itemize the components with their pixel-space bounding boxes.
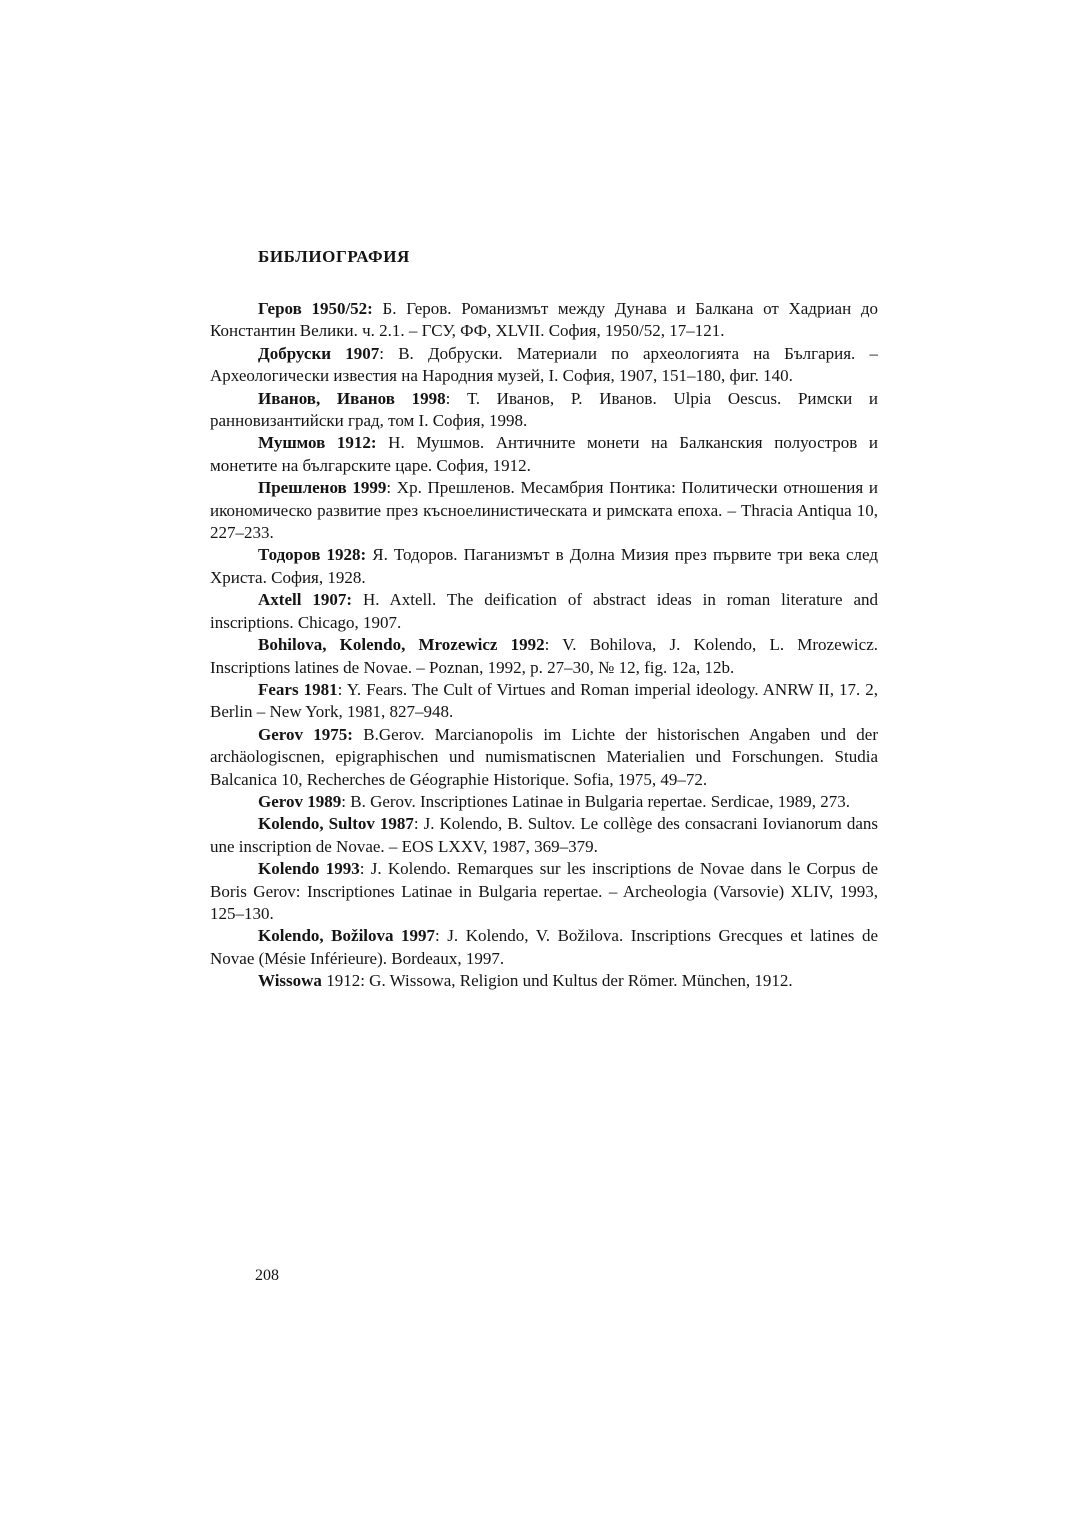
entry-text: B.Gerov. Marcianopolis im Lichte der historischen Angaben und der archäologiscnen, epigraphischen und numismatiscnen Materialien und Forschungen. Studia Balcanica 10, Recherches de Géographie Historique. Sofia, 1975, 49–72. — [210, 724, 879, 789]
bibliography-entry — [210, 679, 878, 724]
entry-text: 1912: G. Wissowa, Religion und Kultus der Römer. München, 1912. — [321, 971, 793, 991]
bibliography-entry — [210, 388, 878, 433]
bibliography-entry — [210, 432, 878, 477]
bibliography-section — [210, 246, 878, 993]
bibliography-entry — [210, 343, 878, 388]
entry-text: Н. Мушмов. Античните монети на Балканския полуостров и монетите на българските царе. София, 1912. — [210, 433, 878, 475]
entry-label: Мушмов 1912: — [258, 433, 377, 453]
entry-label: Прешленов 1999 — [258, 478, 387, 498]
entry-label: Геров 1950/52: — [258, 299, 373, 318]
entry-text: : V. Bohilova, J. Kolendo, L. Mrozewicz. Inscriptions latines de Novae. – Poznan, 1992, p. 27–30, № 12, fig. 12a, 12b. — [210, 635, 878, 677]
bibliography-entry — [210, 858, 878, 925]
bibliography-entry — [210, 970, 878, 992]
entry-label: Добруски 1907 — [258, 343, 380, 363]
bibliography-entry — [210, 724, 878, 791]
entry-text: : J. Kolendo, V. Božilova. Inscriptions Grecques et latines de Novae (Mésie Inférieure). Bordeaux, 1997. — [210, 926, 879, 968]
entry-label: Kolendo, Sultov 1987 — [258, 814, 414, 834]
bibliography-entry — [210, 791, 878, 813]
page-number: 208 — [255, 1267, 279, 1284]
entry-label: Axtell 1907: — [258, 590, 353, 610]
entry-label: Fears 1981 — [258, 679, 338, 699]
entry-label: Тодоров 1928: — [258, 545, 367, 565]
entry-text: : J. Kolendo. Remarques sur les inscriptions de Novae dans le Corpus de Boris Gerov: Inscriptiones Latinae in Bulgaria repertae. – Archeologia (Varsovie) XLIV, 1993, 125–130. — [210, 859, 879, 923]
entry-text: : Y. Fears. The Cult of Virtues and Roman imperial ideology. ANRW II, 17. 2, Berlin – New York, 1981, 827–948. — [210, 679, 878, 722]
bibliography-entry — [210, 477, 878, 544]
entry-text: Я. Тодоров. Паганизмът в Долна Мизия през първите три века след Христа. София, 1928. — [210, 545, 878, 587]
bibliography-entry — [210, 298, 878, 343]
entry-text: Б. Геров. Романизмът между Дунава и Балкана от Хадриан до Константин Велики. ч. 2.1. – ГСУ, ФФ, XLVII. София, 1950/52, 17–121. — [210, 299, 878, 341]
entry-text: : Т. Иванов, Р. Иванов. Ulpia Oescus. Римски и ранновизантийски град, том I. София, 1998. — [210, 388, 878, 431]
entry-label: Kolendo 1993 — [258, 859, 360, 879]
entry-text: : Хр. Прешленов. Месамбрия Понтика: Политически отношения и икономическо развитие през късноелинистическата и римската епоха. – Thracia Antiqua 10, 227–233. — [210, 478, 878, 543]
entry-text: H. Axtell. The deification of abstract ideas in roman literature and inscriptions. Chicago, 1907. — [210, 590, 878, 632]
entry-label: Иванов, Иванов 1998 — [258, 388, 446, 408]
bibliography-entry — [210, 589, 878, 634]
bibliography-title: БИБЛИОГРАФИЯ — [258, 247, 410, 266]
bibliography-entry — [210, 813, 878, 858]
entry-text: : В. Добруски. Материали по археологията на България. – Археологически известия на Народния музей, I. София, 1907, 151–180, фиг. 140. — [210, 343, 879, 386]
bibliography-entry — [210, 634, 878, 679]
entry-label: Gerov 1975: — [258, 724, 353, 744]
bibliography-entry — [210, 925, 878, 970]
bibliography-entry — [210, 544, 878, 589]
entry-label: Bohilova, Kolendo, Mrozewicz 1992 — [258, 635, 545, 655]
entry-label: Wissowa — [258, 971, 322, 991]
entry-text: : J. Kolendo, B. Sultov. Le collège des consacrani Iovianorum dans une inscription de Novae. – EOS LXXV, 1987, 369–379. — [210, 814, 878, 856]
entry-label: Gerov 1989 — [258, 791, 342, 811]
entry-label: Kolendo, Božilova 1997 — [258, 926, 436, 946]
entry-text: : B. Gerov. Inscriptiones Latinae in Bulgaria repertae. Serdicae, 1989, 273. — [341, 791, 850, 811]
